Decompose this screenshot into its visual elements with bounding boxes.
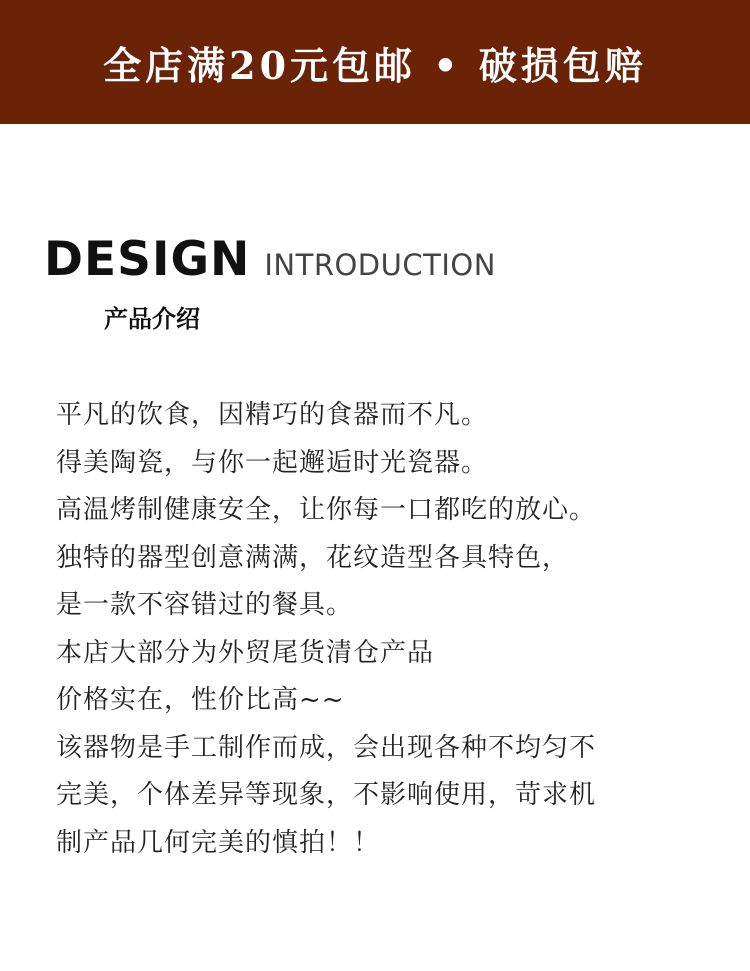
section-subtitle: 产品介绍 xyxy=(104,305,200,333)
heading-introduction: INTRODUCTION xyxy=(264,248,496,282)
heading-design: DESIGN xyxy=(44,232,251,287)
description-line: 得美陶瓷，与你一起邂逅时光瓷器。 xyxy=(56,447,489,478)
promo-banner-text: 全店满20元包邮 • 破损包赔 xyxy=(103,42,647,88)
description-line: 本店大部分为外贸尾货清仓产品 xyxy=(56,637,435,668)
section-heading xyxy=(44,232,496,287)
description-line: 制产品几何完美的慎拍！！ xyxy=(56,827,381,858)
description-line: 价格实在，性价比高~~ xyxy=(56,685,345,715)
description-line: 该器物是手工制作而成，会出现各种不均匀不 xyxy=(56,732,597,763)
description-line: 高温烤制健康安全，让你每一口都吃的放心。 xyxy=(56,495,597,525)
description-line: 完美，个体差异等现象，不影响使用，苛求机 xyxy=(56,780,597,810)
description-line: 独特的器型创意满满，花纹造型各具特色， xyxy=(56,542,570,573)
promo-banner xyxy=(0,0,750,124)
description-line: 是一款不容错过的餐具。 xyxy=(56,590,354,620)
description-line: 平凡的饮食，因精巧的食器而不凡。 xyxy=(56,400,489,430)
product-description xyxy=(56,392,706,867)
